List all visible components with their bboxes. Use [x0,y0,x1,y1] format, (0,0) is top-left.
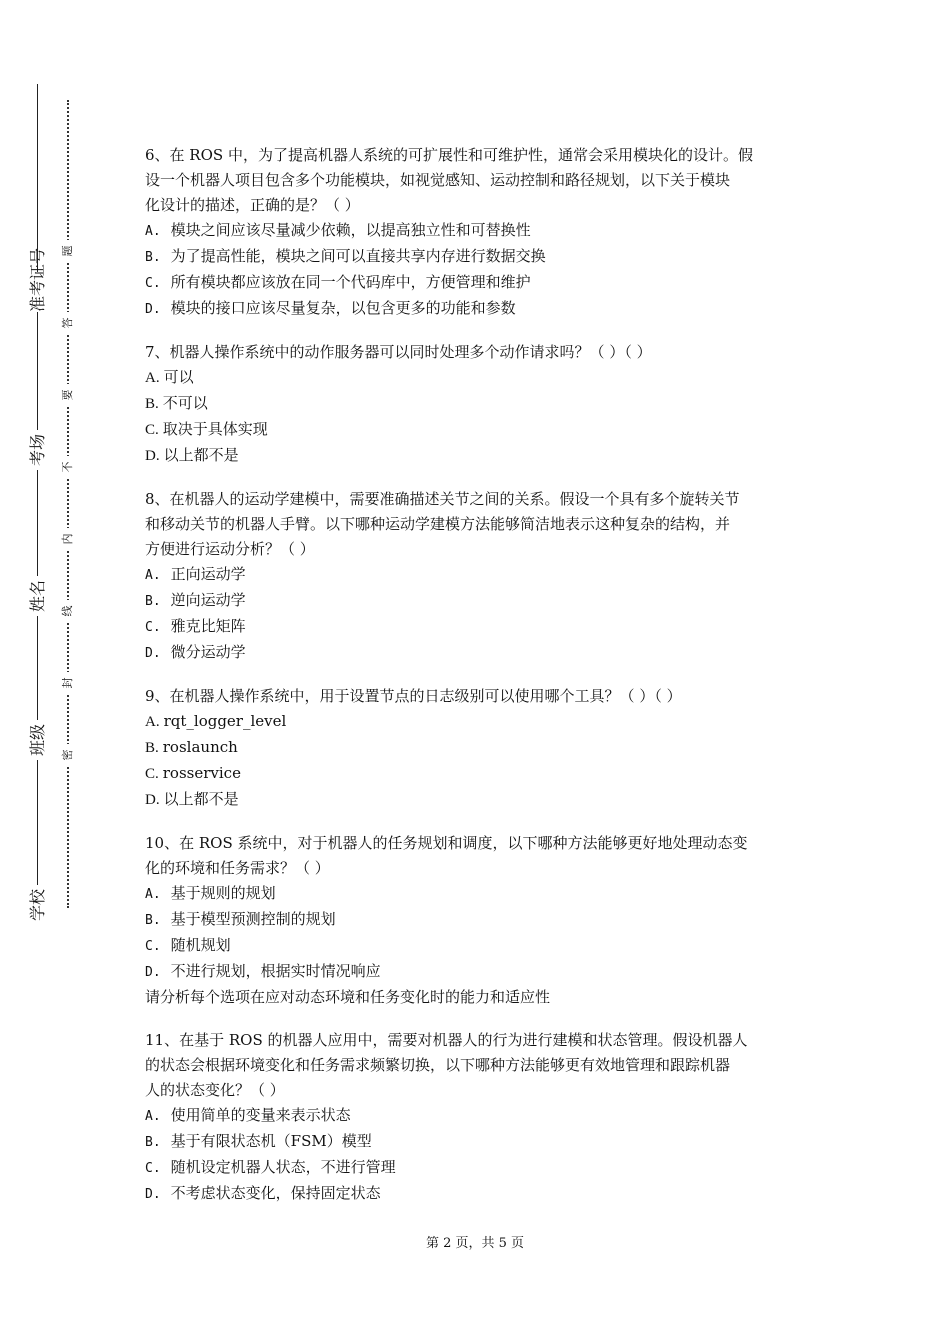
option-letter: B. [145,913,161,928]
option-letter: A. [145,568,161,583]
question-9 [145,684,815,813]
option-text: 不考虑状态变化，保持固定状态 [170,1184,381,1202]
option-b [145,391,815,417]
option-text: rqt_logger_level [163,712,287,730]
option-text: 逆向运动学 [170,591,246,609]
option-letter: B. [145,740,159,756]
option-letter: D. [145,302,161,317]
option-d [145,443,815,469]
option-letter: A. [145,370,160,386]
option-text: 微分运动学 [170,643,246,661]
option-a [145,1103,815,1129]
question-text: 人的状态变化？（ ） [145,1081,285,1099]
question-11 [145,1028,815,1207]
question-text: 设一个机器人项目包含多个功能模块，如视觉感知、运动控制和路径规划，以下关于模块 [145,171,731,189]
question-text: 8、在机器人的运动学建模中，需要准确描述关节之间的关系。假设一个具有多个旋转关节 [145,490,740,508]
option-a [145,709,815,735]
question-text: 和移动关节的机器人手臂。以下哪种运动学建模方法能够简洁地表示这种复杂的结构，并 [145,515,731,533]
binding-margin [0,0,110,1344]
seal-char: 题 [57,240,79,262]
question-6 [145,143,815,322]
seal-char: 答 [57,312,79,334]
option-c [145,933,815,959]
option-letter: C. [145,276,161,291]
option-text: 雅克比矩阵 [170,617,246,635]
option-d [145,640,815,666]
option-text: 基于有限状态机（FSM）模型 [170,1132,372,1150]
seal-char: 内 [57,528,79,550]
option-c [145,761,815,787]
seal-char: 封 [57,672,79,694]
question-text: 6、在 ROS 中，为了提高机器人系统的可扩展性和可维护性，通常会采用模块化的设计。假 [145,146,753,164]
question-text: 7、机器人操作系统中的动作服务器可以同时处理多个动作请求吗？（ ）（ ） [145,343,652,361]
question-text: 10、在 ROS 系统中，对于机器人的任务规划和调度，以下哪种方法能够更好地处理动态变 [145,834,748,852]
option-text: 可以 [163,368,194,386]
option-letter: B. [145,396,159,412]
option-letter: A. [145,887,161,902]
option-b [145,1129,815,1155]
option-letter: A. [145,1109,161,1124]
option-letter: A. [145,714,160,730]
option-text: 取决于具体实现 [162,420,268,438]
option-letter: B. [145,594,161,609]
option-text: roslaunch [162,738,238,756]
page-number: 第 2 页，共 5 页 [425,1236,525,1251]
option-a [145,881,815,907]
option-text: rosservice [162,764,241,782]
option-letter: C. [145,939,161,954]
option-text: 以上都不是 [163,446,239,464]
school-label: 学校 [18,885,58,925]
seal-char: 密 [57,744,79,766]
option-text: 基于模型预测控制的规划 [170,910,336,928]
option-text: 基于规则的规划 [170,884,276,902]
option-text: 不进行规划，根据实时情况响应 [170,962,381,980]
question-7 [145,340,815,469]
option-b [145,907,815,933]
option-letter: C. [145,1161,161,1176]
seal-dotted-line [67,100,69,908]
option-c [145,417,815,443]
question-8 [145,487,815,666]
option-letter: D. [145,965,161,980]
option-text: 模块之间应该尽量减少依赖，以提高独立性和可替换性 [170,221,531,239]
seal-char: 要 [57,384,79,406]
option-letter: B. [145,1135,161,1150]
option-b [145,244,815,270]
question-text: 9、在机器人操作系统中，用于设置节点的日志级别可以使用哪个工具？（ ）（ ） [145,687,682,705]
option-d [145,296,815,322]
seal-char: 线 [57,600,79,622]
question-note: 请分析每个选项在应对动态环境和任务变化时的能力和适应性 [145,988,551,1006]
question-text: 化设计的描述，正确的是？（ ） [145,196,360,214]
exam-number-label: 准考证号 [18,272,58,312]
option-text: 为了提高性能，模块之间可以直接共享内存进行数据交换 [170,247,546,265]
question-text: 的状态会根据环境变化和任务需求频繁切换，以下哪种方法能够更有效地管理和跟踪机器 [145,1056,731,1074]
question-list [145,143,815,1225]
option-text: 以上都不是 [163,790,239,808]
option-b [145,735,815,761]
option-d [145,787,815,813]
option-letter: C. [145,620,161,635]
option-d [145,1181,815,1207]
option-a [145,218,815,244]
question-text: 11、在基于 ROS 的机器人应用中，需要对机器人的行为进行建模和状态管理。假设机器人 [145,1031,748,1049]
option-text: 随机规划 [170,936,231,954]
exam-room-label: 考场 [18,430,58,470]
class-label: 班级 [18,720,58,760]
option-letter: C. [145,422,159,438]
option-text: 模块的接口应该尽量复杂，以包含更多的功能和参数 [170,299,516,317]
option-text: 使用简单的变量来表示状态 [170,1106,351,1124]
option-text: 正向运动学 [170,565,246,583]
name-label: 姓名 [18,576,58,616]
option-c [145,1155,815,1181]
option-letter: C. [145,766,159,782]
option-a [145,562,815,588]
option-d [145,959,815,985]
option-a [145,365,815,391]
option-text: 所有模块都应该放在同一个代码库中，方便管理和维护 [170,273,531,291]
option-b [145,588,815,614]
seal-char: 不 [57,456,79,478]
option-letter: A. [145,224,161,239]
option-letter: D. [145,1187,161,1202]
option-letter: B. [145,250,161,265]
option-text: 随机设定机器人状态，不进行管理 [170,1158,396,1176]
option-c [145,614,815,640]
option-letter: D. [145,792,160,808]
question-text: 化的环境和任务需求？（ ） [145,859,330,877]
option-c [145,270,815,296]
question-10 [145,831,815,1010]
option-text: 不可以 [162,394,208,412]
answer-line [37,84,38,906]
question-text: 方便进行运动分析？（ ） [145,540,315,558]
option-letter: D. [145,646,161,661]
option-letter: D. [145,448,160,464]
